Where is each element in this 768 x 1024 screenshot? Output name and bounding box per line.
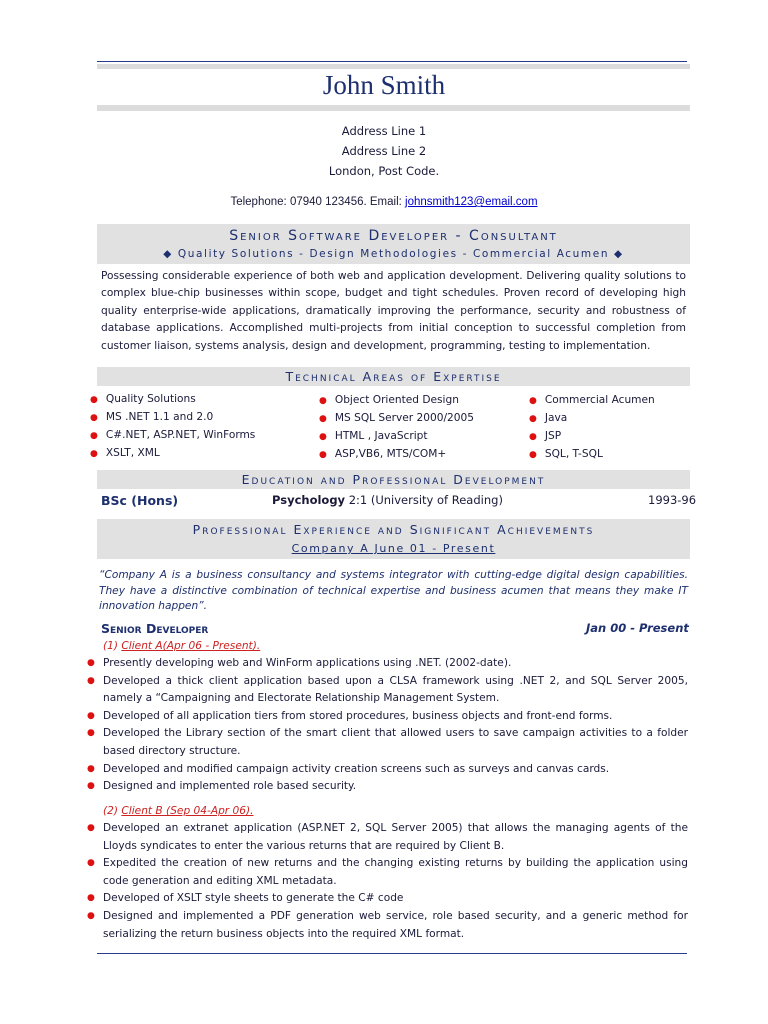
bullet-icon: ● — [87, 893, 95, 904]
name-bottom-bar — [97, 105, 690, 111]
list-item: ● Expedited the creation of new returns and the changing existing returns by building the application using code generation and editing XML metadata. — [87, 857, 688, 887]
address-line-2: Address Line 2 — [341, 144, 427, 158]
list-item: ● C#.NET, ASP.NET, WinForms — [90, 429, 256, 441]
expertise-col-3 — [529, 391, 655, 463]
list-item: ● Designed and implemented role based security. — [87, 778, 688, 796]
bullet-icon: ● — [319, 396, 327, 406]
top-rule — [97, 61, 687, 62]
client-2-list — [87, 820, 688, 943]
list-item: ● Presently developing web and WinForm applications using .NET. (2002-date). — [87, 655, 688, 673]
expertise-title: Technical Areas of Expertise — [285, 369, 502, 384]
list-item: ● HTML , JavaScript — [319, 430, 428, 442]
profile-paragraph: Possessing considerable experience of both web and application development. Delivering quality solutions to complex blue-chip businesses within scope, budget and tight schedules. Proven record of developing high quality enterprise-wide applications, dramatically improving the performance, security and robustness of database applications. Accomplished multi-projects from initial conception to successful completion from customer liaison, systems analysis, design and development, programming, testing to implementation. — [101, 270, 686, 352]
list-item: ● XSLT, XML — [90, 447, 160, 459]
bullet-icon: ● — [87, 658, 95, 668]
email-link[interactable]: johnsmith123@email.com — [405, 196, 538, 208]
degree: BSc (Hons) — [101, 493, 179, 508]
list-item: ● Designed and implemented a PDF generation web service, role based security, and a generic method for serializing the return business objects into the required XML format. — [87, 909, 688, 940]
bullet-icon: ● — [319, 450, 327, 460]
headline-tagline: ◆ Quality Solutions - Design Methodologies - Commercial Acumen ◆ — [163, 248, 624, 260]
list-item: ● Developed of all application tiers from stored procedures, business objects and front-end forms. — [87, 708, 688, 726]
address-city-post: London, Post Code. — [328, 164, 440, 178]
expertise-col-2 — [319, 391, 474, 463]
list-item: ● MS SQL Server 2000/2005 — [319, 412, 475, 424]
bullet-icon: ● — [87, 910, 95, 921]
contact-line — [0, 196, 768, 208]
bullet-icon: ● — [529, 396, 537, 406]
list-item: ● Developed the Library section of the smart client that allowed users to save campaign activities to a folder based directory structure. — [87, 727, 688, 757]
education-title: Education and Professional Development — [241, 472, 546, 487]
bullet-icon: ● — [529, 450, 537, 460]
education-subject: Psychology — [272, 493, 346, 507]
candidate-name: John Smith — [322, 70, 446, 100]
list-item: ● Java — [529, 412, 568, 424]
list-item: ● ASP,VB6, MTS/COM+ — [319, 448, 447, 460]
list-item: ● Developed a thick client application based upon a CLSA framework using .NET 2, and SQL Server 2005, namely a “Campaigning and Electorate Relationship Management System. — [87, 674, 688, 705]
bullet-icon: ● — [319, 414, 327, 424]
bullet-icon: ● — [90, 449, 98, 459]
list-item: ● MS .NET 1.1 and 2.0 — [90, 411, 214, 423]
bullet-icon: ● — [529, 414, 537, 424]
bullet-icon: ● — [87, 858, 95, 869]
telephone-label: Telephone: — [230, 196, 287, 208]
bullet-icon: ● — [87, 763, 95, 774]
education-band — [97, 470, 690, 489]
list-item: ● Commercial Acumen — [529, 394, 655, 406]
expertise-col-1 — [90, 390, 255, 462]
address-line-1: Address Line 1 — [341, 124, 427, 138]
list-item: ● Developed of XSLT style sheets to generate the C# code — [87, 890, 688, 908]
role-title: Senior Developer — [101, 621, 209, 636]
bullet-icon: ● — [87, 710, 95, 721]
list-item: ● Developed and modified campaign activity creation screens such as surveys and canvas cards. — [87, 761, 688, 779]
telephone-number: 07940 123456. — [289, 196, 367, 208]
list-item: ● SQL, T-SQL — [529, 448, 603, 460]
bullet-icon: ● — [529, 432, 537, 442]
email-label: Email: — [369, 196, 402, 208]
client-1-list — [87, 655, 688, 796]
bullet-icon: ● — [90, 395, 98, 405]
bullet-icon: ● — [87, 823, 95, 833]
experience-band — [97, 519, 690, 559]
education-years: 1993-96 — [648, 493, 697, 507]
education-grade: 2:1 (University of Reading) — [348, 493, 503, 507]
bullet-icon: ● — [87, 675, 95, 686]
bullet-icon: ● — [87, 728, 95, 739]
list-item: ● Object Oriented Design — [319, 394, 459, 406]
list-item: ● Quality Solutions — [90, 393, 196, 405]
client-2-heading: (2) Client B (Sep 04-Apr 06). — [103, 805, 254, 817]
experience-title: Professional Experience and Significant Achievements — [192, 522, 595, 537]
expertise-band — [97, 367, 690, 386]
bullet-icon: ● — [90, 413, 98, 423]
bottom-rule — [97, 953, 687, 954]
bullet-icon: ● — [319, 432, 327, 442]
list-item: ● JSP — [529, 430, 562, 442]
headline-band — [97, 224, 690, 264]
company-description: “Company A is a business consultancy and systems integrator with cutting-edge digital design capabilities. They have a distinctive combination of technical expertise and business acumen that means they make IT innovation happen”. — [99, 569, 688, 612]
bullet-icon: ● — [90, 431, 98, 441]
headline-title: Senior Software Developer - Consultant — [229, 228, 558, 244]
bullet-icon: ● — [87, 781, 95, 792]
list-item: ● Developed an extranet application (ASP.NET 2, SQL Server 2005) that allows the managing agents of the Lloyds syndicates to enter the various returns that are required by Client B. — [87, 822, 688, 852]
role-dates: Jan 00 - Present — [586, 621, 689, 635]
client-1-heading: (1) Client A(Apr 06 - Present). — [103, 640, 261, 652]
company-line: Company A June 01 - Present — [291, 542, 496, 555]
education-detail — [272, 493, 503, 507]
name-top-bar — [97, 64, 690, 69]
